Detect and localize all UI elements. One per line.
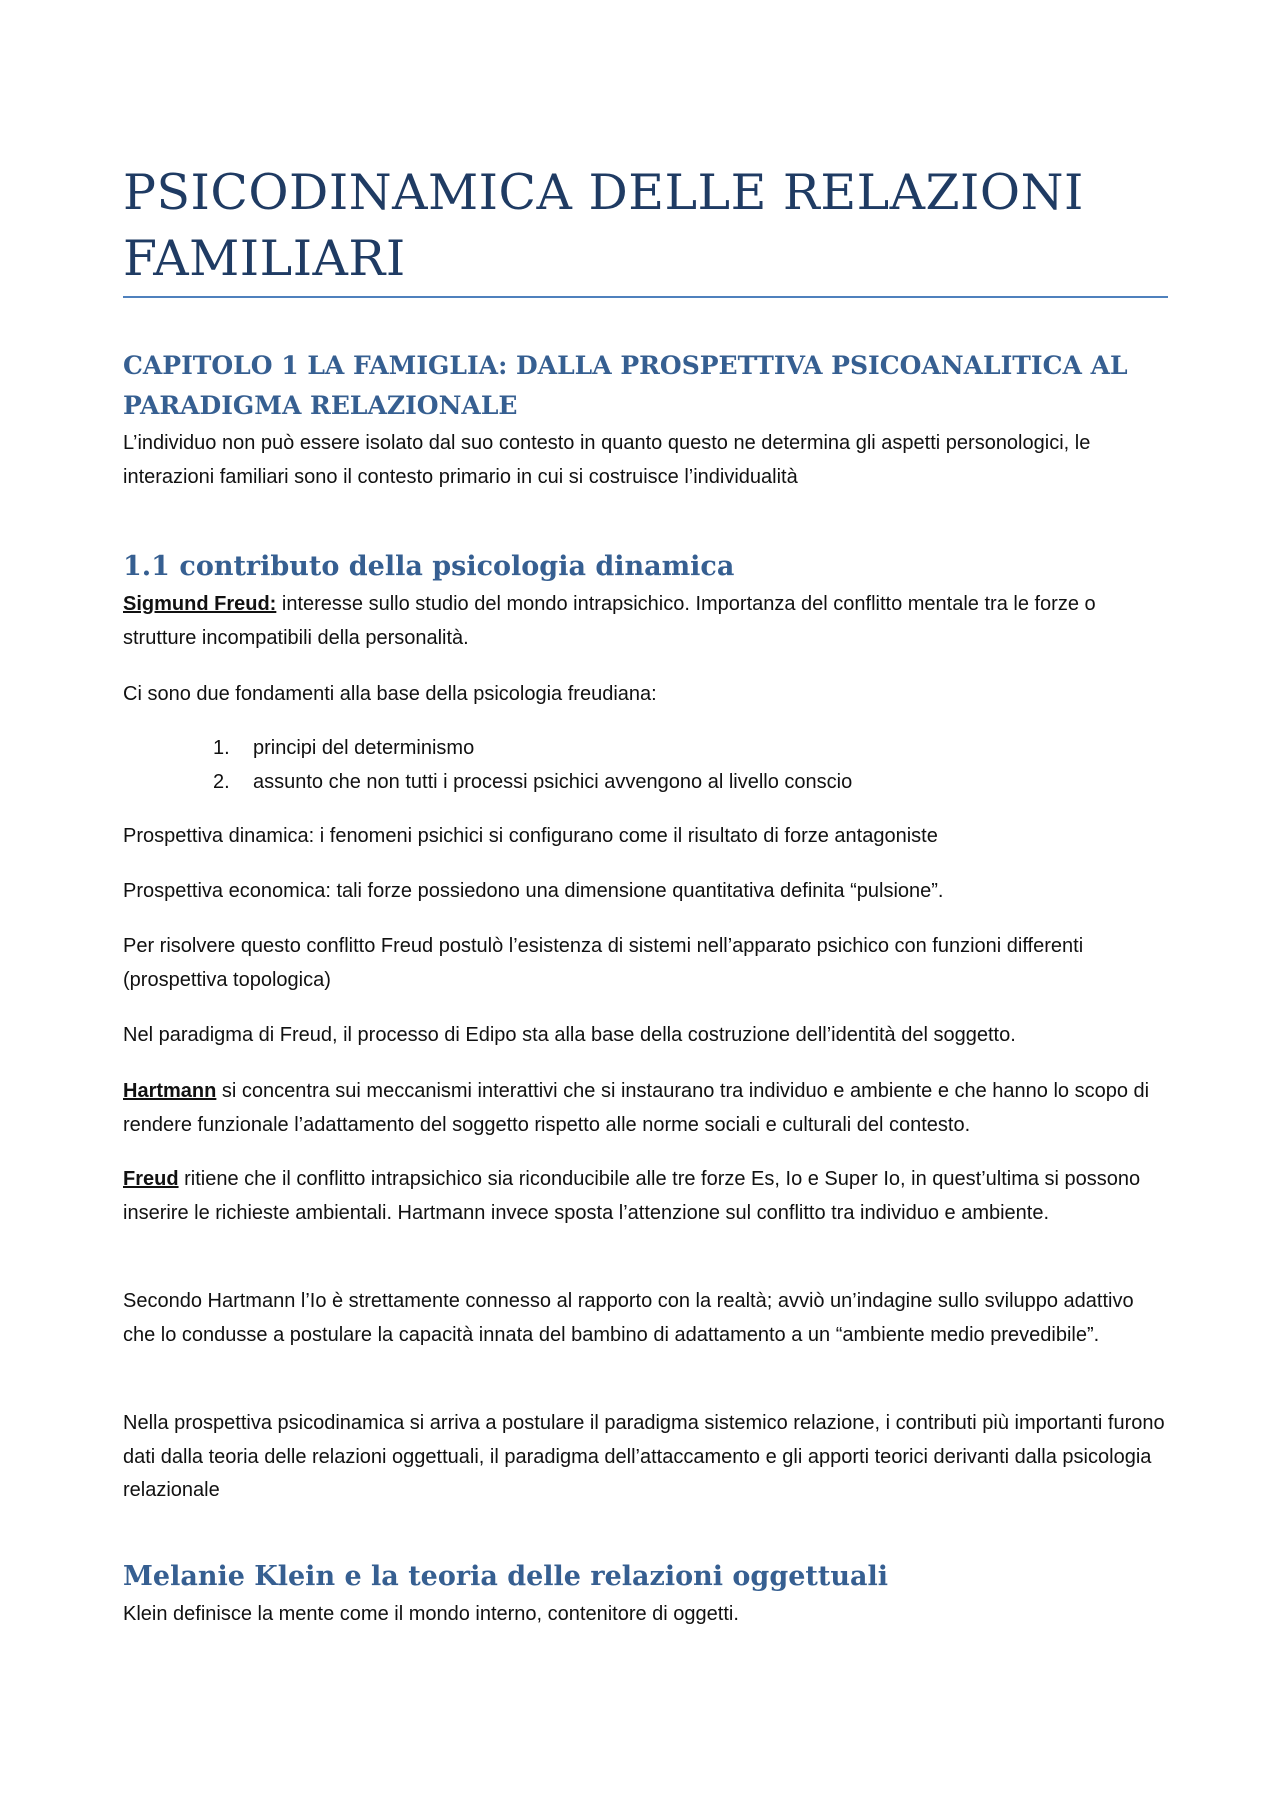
chapter-heading: CAPITOLO 1 LA FAMIGLIA: DALLA PROSPETTIVA PSICOANALITICA AL PARADIGMA RELAZIONALE: [123, 351, 1128, 420]
paragraph-freud-conflitto: [123, 1163, 1168, 1230]
paragraph-prospettiva-dinamica: Prospettiva dinamica: i fenomeni psichici si configurano come il risultato di forze antagoniste: [123, 825, 938, 847]
section-heading-psicologia-dinamica: 1.1 contributo della psicologia dinamica: [123, 551, 735, 582]
fondamenti-list: [123, 732, 1168, 799]
paragraph-fondamenti: Ci sono due fondamenti alla base della psicologia freudiana:: [123, 683, 657, 705]
paragraph-klein: Klein definisce la mente come il mondo interno, contenitore di oggetti.: [123, 1603, 739, 1625]
list-item: [123, 766, 1168, 800]
paragraph-prospettiva-psicodinamica: Nella prospettiva psicodinamica si arriva a postulare il paradigma sistemico relazione, i contributi più importanti furono dati dalla teoria delle relazioni oggettuali, il paradigma dell’attaccamento e gli apporti teorici derivanti dalla psicologia relazionale: [123, 1412, 1165, 1501]
title-divider: [123, 296, 1168, 298]
paragraph-prospettiva-topologica: Per risolvere questo conflitto Freud postulò l’esistenza di sistemi nell’apparato psichico con funzioni differenti (prospettiva topologica): [123, 935, 1084, 991]
freud-text: interesse sullo studio del mondo intrapsichico. Importanza del conflitto mentale tra le forze o strutture incompatibili della personalità.: [123, 593, 1096, 649]
chapter-intro: L’individuo non può essere isolato dal suo contesto in quanto questo ne determina gli aspetti personologici, le interazioni familiari sono il contesto primario in cui si costruisce l’individualità: [123, 432, 1091, 488]
list-number: 1.: [213, 737, 230, 759]
paragraph-prospettiva-economica: Prospettiva economica: tali forze possiedono una dimensione quantitativa definita “pulsione”.: [123, 880, 944, 902]
freud2-label: Freud: [123, 1168, 179, 1190]
hartmann-text: si concentra sui meccanismi interattivi che si instaurano tra individuo e ambiente e che hanno lo scopo di rendere funzionale l’adattamento del soggetto rispetto alle norme sociali e culturali del contesto.: [123, 1080, 1150, 1136]
paragraph-edipo: Nel paradigma di Freud, il processo di Edipo sta alla base della costruzione dell’identità del soggetto.: [123, 1024, 1016, 1046]
document-title: PSICODINAMICA DELLE RELAZIONI FAMILIARI: [123, 164, 1084, 287]
list-number: 2.: [213, 770, 230, 793]
list-item: [123, 732, 1168, 766]
paragraph-hartmann-io: Secondo Hartmann l’Io è strettamente connesso al rapporto con la realtà; avviò un’indagine sullo sviluppo adattivo che lo condusse a postulare la capacità innata del bambino di adattamento a un “ambiente medio prevedibile”.: [123, 1290, 1134, 1346]
list-text: assunto che non tutti i processi psichici avvengono al livello conscio: [253, 770, 853, 793]
list-text: principi del determinismo: [253, 737, 475, 759]
freud2-text: ritiene che il conflitto intrapsichico sia riconducibile alle tre forze Es, Io e Super Io, in quest’ultima si possono inserire le richieste ambientali. Hartmann invece sposta l’attenzione sul conflitto tra individuo e ambiente.: [123, 1168, 1141, 1224]
section-heading-melanie-klein: Melanie Klein e la teoria delle relazioni oggettuali: [123, 1561, 888, 1592]
paragraph-freud: [123, 588, 1168, 655]
hartmann-label: Hartmann: [123, 1080, 217, 1102]
freud-label: Sigmund Freud:: [123, 593, 277, 615]
paragraph-hartmann: [123, 1075, 1168, 1142]
